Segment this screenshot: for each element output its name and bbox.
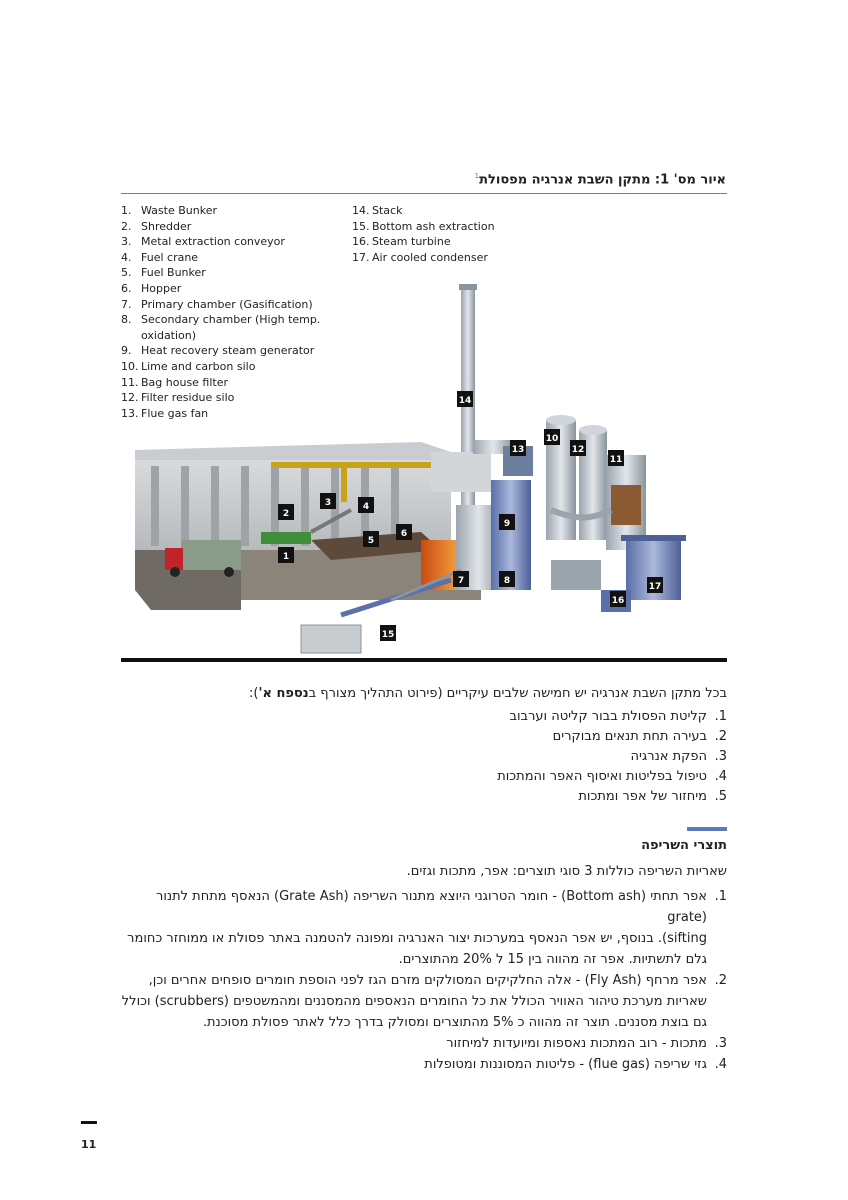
svg-text:3: 3 [324, 498, 332, 508]
legend-number: 15. [352, 219, 370, 233]
product-text-line: שאריות מערכת טיהור האוויר הכולל את כל החומרים הנאספים מהמסננים ומהמשטפים (scrubbers) וכולל [121, 994, 707, 1009]
tag-16 [610, 591, 626, 607]
svg-text:9: 9 [503, 519, 511, 529]
legend-number: 10. [121, 359, 139, 373]
step-text: קליטת הפסולת בבור קליטה וערבוב [509, 709, 707, 724]
legend-label: Hopper [141, 281, 182, 295]
legend-label: Bag house filter [141, 375, 229, 389]
product-number: 3. [714, 1036, 727, 1051]
legend-item [352, 219, 552, 235]
svg-text:15: 15 [381, 630, 395, 640]
step-text: מיחזור של אפר ומתכות [578, 789, 707, 804]
step-number: 4. [714, 769, 727, 784]
legend-number: 2. [121, 219, 132, 233]
svg-text:4: 4 [362, 502, 370, 512]
svg-text:2: 2 [282, 509, 290, 519]
products-list [121, 886, 727, 1075]
legend-number: 1. [121, 204, 132, 217]
tag-5 [363, 531, 379, 547]
truck [181, 540, 241, 570]
product-text-line: אפר תחתי (Bottom ash) - חומר הטרוגני היוצא מתנור השריפה (Grate Ash) הנאסף מתחת לתנור (grate [156, 889, 707, 925]
product-text-line: גזי שריפה (flue gas) - פליטות המסוננות ומטופלות [424, 1057, 707, 1072]
step-item [127, 727, 727, 747]
legend-item [121, 219, 321, 235]
figure-title: איור מס' 1: מתקן השבת אנרגיה מפסולת$^1$ [474, 172, 726, 188]
appendix-ref: נספח א' [258, 686, 309, 701]
legend-label: Filter residue silo [141, 391, 235, 405]
legend-label: Fuel crane [141, 250, 199, 264]
legend-right [352, 203, 552, 265]
step-item [127, 767, 727, 787]
product-text-line: גלם לתשתיות. אפר זה מהווה בין 15 ל 20% מהתוצרים. [398, 952, 707, 967]
legend-label: Primary chamber (Gasification) [141, 297, 313, 311]
tag-7 [453, 571, 469, 587]
step-number: 3. [714, 749, 727, 764]
tag-9 [499, 514, 515, 530]
step-text: טיפול בפליטות ואיסוף האפר והמתכות [497, 769, 707, 784]
legend-number: 4. [121, 250, 132, 264]
tag-12 [570, 440, 586, 456]
product-number: 1. [714, 889, 727, 904]
legend-number: 13. [121, 406, 139, 420]
legend-label: Secondary chamber (High temp. oxidation) [141, 313, 321, 342]
step-number: 5. [714, 789, 727, 804]
legend-item [121, 250, 321, 266]
bottom-ash-bin [301, 625, 361, 653]
legend-label: Waste Bunker [141, 204, 217, 217]
steps-list [127, 707, 727, 807]
legend-item [121, 203, 321, 219]
legend-item [352, 234, 552, 250]
step-item [127, 747, 727, 767]
legend-number: 7. [121, 297, 132, 311]
legend-number: 5. [121, 266, 132, 280]
tag-11 [608, 450, 624, 466]
svg-text:5: 5 [367, 536, 375, 546]
tag-10 [544, 429, 560, 445]
legend-number: 8. [121, 313, 132, 327]
svg-text:7: 7 [457, 576, 465, 586]
tag-4 [358, 497, 374, 513]
svg-text:13: 13 [511, 445, 525, 455]
tag-15 [380, 625, 396, 641]
legend-label: Flue gas fan [141, 406, 209, 420]
legend-number: 16. [352, 235, 370, 249]
tag-6 [396, 524, 412, 540]
svg-text:11: 11 [609, 455, 623, 465]
legend-label: Lime and carbon silo [141, 359, 256, 373]
svg-text:17: 17 [648, 582, 662, 592]
product-item [121, 1054, 727, 1075]
legend-label: Steam turbine [372, 235, 451, 249]
legend-label: Air cooled condenser [372, 250, 488, 264]
svg-text:1: 1 [282, 552, 290, 562]
product-text-line: אפר מרחף (Fly Ash) - אלה החלקיקים המסולקים מזרם הגז לפני הוספת חומרים סופחים אחרים וכן, [148, 973, 707, 988]
title-divider [121, 193, 727, 194]
step-number: 1. [714, 709, 727, 724]
svg-text:12: 12 [571, 445, 585, 455]
product-text-line: גם בוצת מסננים. תוצר זה מהווה כ 5% מהתוצרים ומסולק בדרך כלל לאתר פסולת מסוכנת. [202, 1015, 707, 1030]
svg-text:14: 14 [458, 396, 472, 406]
product-item [121, 970, 727, 1033]
section-intro: שאריות השריפה כוללות 3 סוגי תוצרים: אפר, מתכות וגזים. [406, 864, 727, 879]
tag-8 [499, 571, 515, 587]
legend-item [352, 250, 552, 266]
legend-number: 12. [121, 391, 139, 405]
figure-base-bar [121, 658, 727, 662]
step-text: הפקת אנרגיה [630, 749, 707, 764]
stack [458, 288, 475, 538]
tag-13 [510, 440, 526, 456]
svg-text:8: 8 [503, 576, 511, 586]
product-number: 2. [714, 973, 727, 988]
svg-text:16: 16 [611, 596, 625, 606]
plant-illustration [121, 270, 727, 658]
product-number: 4. [714, 1057, 727, 1072]
legend-item [121, 234, 321, 250]
intro-paragraph: בכל מתקן השבת אנרגיה יש חמישה שלבים עיקריים (פירוט התהליך מצורף בנספח א'): [249, 686, 727, 701]
page-marker [81, 1121, 97, 1124]
tag-17 [647, 577, 663, 593]
legend-number: 3. [121, 235, 132, 249]
legend-item [352, 203, 552, 219]
tag-2 [278, 504, 294, 520]
legend-label: Shredder [141, 219, 192, 233]
legend-number: 17. [352, 250, 370, 264]
tag-3 [320, 493, 336, 509]
svg-text:10: 10 [545, 434, 559, 444]
legend-number: 9. [121, 344, 132, 358]
legend-label: Bottom ash extraction [372, 219, 495, 233]
product-item [121, 1033, 727, 1054]
legend-label: Stack [372, 204, 403, 217]
legend-number: 14. [352, 204, 370, 217]
step-text: בעירה תחת תנאים מבוקרים [552, 729, 707, 744]
step-number: 2. [714, 729, 727, 744]
product-item [121, 886, 727, 970]
product-text-line: מתכות - רוב המתכות נאספות ומיועדות למיחזור [446, 1036, 707, 1051]
page-number: 11 [81, 1138, 97, 1151]
product-text-line: sifting). בנוסף, יש אפר הנאסף במערכות יצור האנרגיה ומפונה להטמנה באתר פסולת או ממוחזר כחומר [127, 931, 707, 946]
legend-label: Heat recovery steam generator [141, 344, 315, 358]
tag-1 [278, 547, 294, 563]
legend-label: Fuel Bunker [141, 266, 206, 280]
legend-number: 11. [121, 375, 139, 389]
step-item [127, 787, 727, 807]
section-accent [687, 827, 727, 831]
step-item [127, 707, 727, 727]
section-title: תוצרי השריפה [641, 838, 727, 853]
svg-text:6: 6 [400, 529, 408, 539]
footnote-marker: 1 [474, 172, 480, 180]
legend-label: Metal extraction conveyor [141, 235, 285, 249]
legend-number: 6. [121, 281, 132, 295]
tag-14 [457, 391, 473, 407]
